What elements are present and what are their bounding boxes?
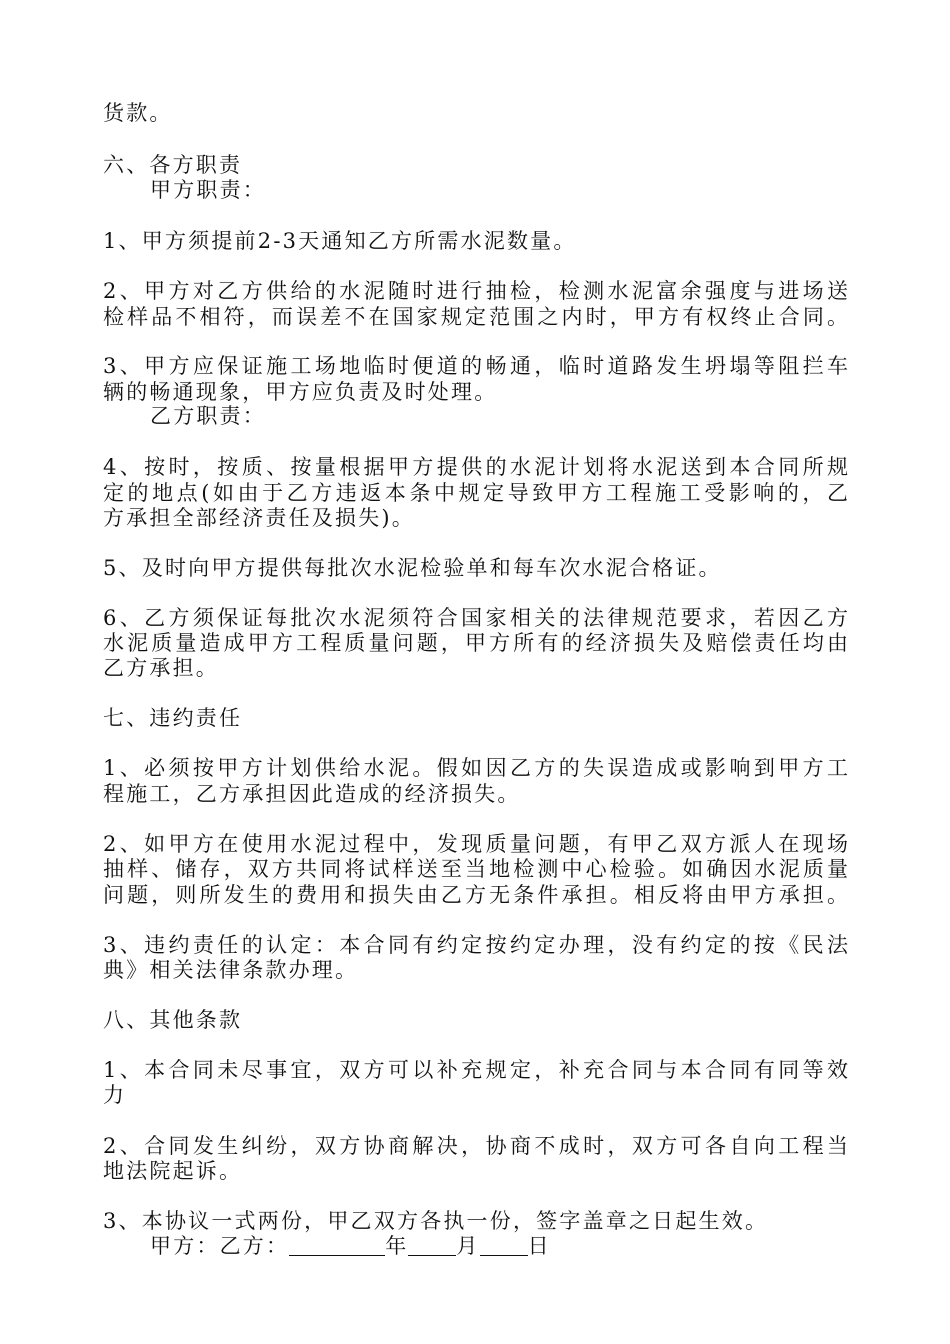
month-blank [408,1235,456,1256]
text-line: 检样品不相符，而误差不在国家规定范围之内时，甲方有权终止合同。 [103,305,848,329]
text-line: 1、甲方须提前2-3天通知乙方所需水泥数量。 [103,229,577,253]
text-line: 乙方承担。 [103,656,219,680]
text-line: 2、合同发生纠纷，双方协商解决，协商不成时，双方可各自向工程当 [103,1134,848,1158]
text-line: 问题，则所发生的费用和损失由乙方无条件承担。相反将由甲方承担。 [103,883,848,907]
section-heading: 八、其他条款 [103,1008,243,1032]
text-line: 定的地点(如由于乙方违返本条中规定导致甲方工程施工受影响的，乙 [103,481,848,505]
subheading: 甲方职责： [150,178,266,202]
day-label: 日 [527,1234,551,1258]
party-a-label: 甲方： [150,1234,220,1258]
text-line: 4、按时，按质、按量根据甲方提供的水泥计划将水泥送到本合同所规 [103,455,848,479]
text-line: 货款。 [103,101,173,125]
text-line: 方承担全部经济责任及损失)。 [103,506,415,530]
text-line: 地法院起诉。 [103,1159,243,1183]
text-line: 2、甲方对乙方供给的水泥随时进行抽检，检测水泥富余强度与进场送 [103,279,848,303]
text-line: 3、甲方应保证施工场地临时便道的畅通，临时道路发生坍塌等阻拦车 [103,354,848,378]
party-b-label: 乙方： [219,1234,290,1258]
section-heading: 七、违约责任 [103,706,243,730]
year-label: 年 [385,1234,409,1258]
text-line: 程施工，乙方承担因此造成的经济损失。 [103,782,521,806]
year-blank [289,1235,385,1256]
signature-line [150,1233,895,1259]
month-label: 月 [456,1234,480,1258]
section-heading: 六、各方职责 [103,153,243,177]
day-blank [480,1235,528,1256]
text-line: 力 [103,1083,127,1107]
text-line: 2、如甲方在使用水泥过程中，发现质量问题，有甲乙双方派人在现场 [103,832,848,856]
text-line: 5、及时向甲方提供每批次水泥检验单和每车次水泥合格证。 [103,556,722,580]
text-line: 抽样、储存，双方共同将试样送至当地检测中心检验。如确因水泥质量 [103,857,848,881]
text-line: 水泥质量造成甲方工程质量问题，甲方所有的经济损失及赔偿责任均由 [103,631,848,655]
text-line: 6、乙方须保证每批次水泥须符合国家相关的法律规范要求，若因乙方 [103,606,848,630]
text-line: 典》相关法律条款办理。 [103,958,359,982]
text-line: 3、本协议一式两份，甲乙双方各执一份，签字盖章之日起生效。 [103,1209,769,1233]
text-line: 1、本合同未尽事宜，双方可以补充规定，补充合同与本合同有同等效 [103,1058,848,1082]
text-line: 3、违约责任的认定：本合同有约定按约定办理，没有约定的按《民法 [103,933,848,957]
text-line: 辆的畅通现象，甲方应负责及时处理。 [103,380,498,404]
subheading: 乙方职责： [150,404,266,428]
text-line: 1、必须按甲方计划供给水泥。假如因乙方的失误造成或影响到甲方工 [103,756,848,780]
